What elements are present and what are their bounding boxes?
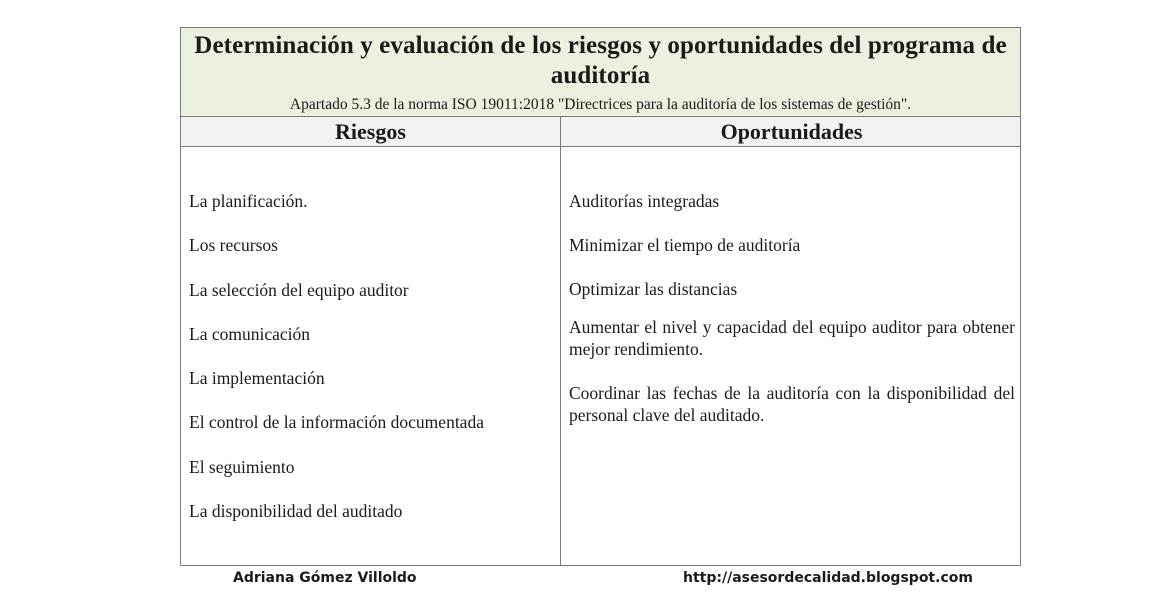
oportunidad-item: Auditorías integradas — [569, 191, 720, 211]
column-divider — [560, 117, 561, 566]
riesgo-item: La selección del equipo auditor — [189, 279, 409, 300]
riesgo-item: El control de la información documentada — [189, 412, 484, 433]
oportunidades-list — [569, 188, 1015, 448]
column-header-riesgos: Riesgos — [335, 119, 406, 144]
column-header-row — [181, 117, 1020, 147]
riesgo-item: La planificación. — [189, 191, 308, 211]
oportunidad-item: Aumentar el nivel y capacidad del equipo auditor para obtener mejor rendimiento. — [569, 317, 1015, 359]
riesgo-item: La implementación — [189, 368, 325, 389]
oportunidad-item: Optimizar las distancias — [569, 279, 738, 299]
oportunidad-item: Coordinar las fechas de la auditoría con la disponibilidad del personal clave del auditado. — [569, 383, 1015, 425]
riesgo-item: Los recursos — [189, 235, 278, 256]
riesgo-item: La disponibilidad del auditado — [189, 501, 403, 522]
document-title: Determinación y evaluación de los riesgos y oportunidades del programa de auditoría — [194, 32, 1007, 89]
riesgos-list — [189, 188, 554, 542]
footer-url: http://asesordecalidad.blogspot.com — [683, 570, 973, 586]
oportunidad-item: Minimizar el tiempo de auditoría — [569, 235, 801, 255]
title-band — [181, 28, 1020, 117]
riesgo-item: La comunicación — [189, 323, 310, 344]
risks-opportunities-table — [180, 27, 1021, 566]
footer-author: Adriana Gómez Villoldo — [233, 570, 417, 586]
document-subtitle: Apartado 5.3 de la norma ISO 19011:2018 "Directrices para la auditoría de los sistemas de gestión". — [289, 96, 912, 113]
riesgo-item: El seguimiento — [189, 456, 295, 477]
column-header-oportunidades: Oportunidades — [720, 119, 863, 144]
